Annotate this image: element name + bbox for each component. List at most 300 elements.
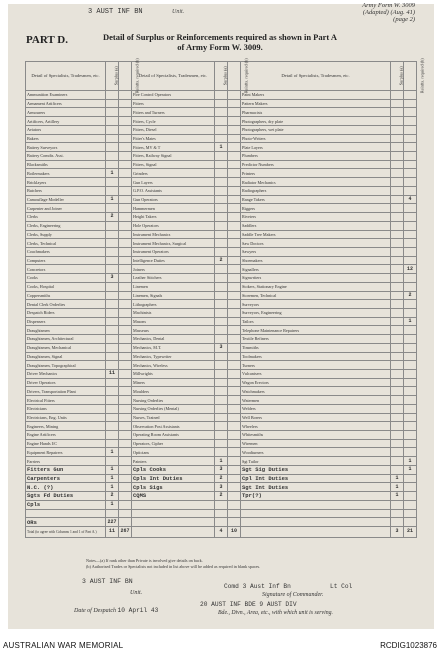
surplus-cell: [215, 282, 228, 291]
reinf-cell: [228, 160, 241, 169]
trade-cell: [132, 509, 215, 518]
reinf-cell: [228, 326, 241, 335]
note-line: (b) Authorised Trades or Specialists not included in list above will be added as required in blank spaces.: [86, 564, 261, 569]
surplus-cell: [391, 361, 404, 370]
part-heading: Detail of Surplus or Reinforcements required as shown in Part A of Army Form W. 3009.: [102, 32, 338, 52]
table-row: [26, 186, 417, 195]
table-row: [26, 492, 417, 501]
trade-cell: Painters: [132, 457, 215, 466]
trade-cell: Welders: [241, 404, 391, 413]
surplus-cell: [106, 335, 119, 344]
surplus-cell: [215, 326, 228, 335]
surplus-cell: [215, 431, 228, 440]
trade-cell: Printers: [241, 169, 391, 178]
surplus-cell: [106, 265, 119, 274]
surplus-cell: [391, 413, 404, 422]
reinf-cell: [119, 213, 132, 222]
trade-cell: Saw Doctors: [241, 239, 391, 248]
surplus-cell: [106, 396, 119, 405]
column-header-detail: Detail of Specialists, Tradesmen, etc.: [132, 62, 215, 91]
reinf-cell: [228, 335, 241, 344]
reinf-cell: [228, 99, 241, 108]
reinf-cell: [228, 343, 241, 352]
trade-cell: Paint Makers: [241, 91, 391, 100]
surplus-cell: 1: [106, 195, 119, 204]
trade-cell: Saddlers: [241, 221, 391, 230]
trade-cell: Armourers: [26, 108, 106, 117]
trade-cell: CQMS: [132, 492, 215, 501]
reinf-cell: [404, 213, 417, 222]
reinf-cell: [228, 221, 241, 230]
table-row: [26, 352, 417, 361]
surplus-cell: [106, 509, 119, 518]
column-header-reinf: [228, 58, 249, 94]
table-row: [26, 134, 417, 143]
trade-cell: Moulders: [132, 387, 215, 396]
trade-cell: Height Takers: [132, 213, 215, 222]
surplus-cell: [106, 439, 119, 448]
trade-cell: Tailors: [241, 317, 391, 326]
trade-cell: Cooks, Hospital: [26, 282, 106, 291]
surplus-cell: [215, 317, 228, 326]
reinf-cell: [119, 265, 132, 274]
trade-cell: Hammermen: [132, 204, 215, 213]
surplus-cell: [391, 326, 404, 335]
surplus-cell: [391, 387, 404, 396]
totals-label: Total (to agree with Columns 1 and 1 of Part A.): [26, 526, 106, 537]
reinf-cell: [119, 274, 132, 283]
trade-cell: Clerks: [26, 213, 106, 222]
footer-unit-label: Unit.: [130, 590, 143, 596]
surplus-cell: [391, 117, 404, 126]
reinf-cell: [404, 518, 417, 527]
trade-cell: Cpls Int Duties: [132, 474, 215, 483]
reinf-cell: [404, 448, 417, 457]
surplus-cell: [215, 439, 228, 448]
table-row: [26, 239, 417, 248]
trade-cell: Textile Refiners: [241, 335, 391, 344]
reinf-cell: [119, 221, 132, 230]
surplus-cell: [391, 343, 404, 352]
surplus-cell: [215, 370, 228, 379]
reinf-cell: [228, 474, 241, 483]
trade-cell: Sgts Fd Duties: [26, 492, 106, 501]
reinf-cell: [404, 230, 417, 239]
reinf-cell: [404, 370, 417, 379]
trade-cell: Predictor Numbers: [241, 160, 391, 169]
trade-cell: Fitters, Railway Signal: [132, 152, 215, 161]
reinf-cell: [119, 361, 132, 370]
table-row: [26, 308, 417, 317]
reinf-cell: [228, 509, 241, 518]
trade-cell: Carpenter and Joiner: [26, 204, 106, 213]
trade-cell: Storemen, Technical: [241, 291, 391, 300]
surplus-cell: [106, 91, 119, 100]
reinf-cell: [228, 404, 241, 413]
reinf-cell: [228, 413, 241, 422]
surplus-cell: 1: [106, 474, 119, 483]
surplus-cell: [215, 361, 228, 370]
reinf-cell: [228, 465, 241, 474]
note-line: Notes—(a) If rank other than Private is involved give details on back.: [86, 558, 203, 563]
trade-cell: Grinders: [132, 169, 215, 178]
reinf-cell: [228, 239, 241, 248]
table-row: [26, 370, 417, 379]
table-row: [26, 509, 417, 518]
surplus-cell: [391, 99, 404, 108]
table-row: [26, 439, 417, 448]
reinf-cell: [119, 474, 132, 483]
trade-cell: Electrical Fitters: [26, 396, 106, 405]
trade-cell: Gun Operators: [132, 195, 215, 204]
surplus-cell: [106, 378, 119, 387]
surplus-cell: [215, 178, 228, 187]
surplus-cell: 3: [215, 465, 228, 474]
reinf-cell: 2: [404, 291, 417, 300]
trade-cell: Mechanics, Dental: [132, 335, 215, 344]
surplus-cell: [106, 134, 119, 143]
surplus-cell: [106, 413, 119, 422]
surplus-cell: 2: [106, 492, 119, 501]
reinf-cell: [404, 186, 417, 195]
trade-cell: Watchmakers: [241, 387, 391, 396]
trade-cell: Fitters Gun: [26, 465, 106, 474]
reinf-cell: [119, 509, 132, 518]
surplus-cell: [391, 195, 404, 204]
surplus-cell: 1: [106, 483, 119, 492]
trade-cell: Nurses, Trained: [132, 413, 215, 422]
table-row: [26, 300, 417, 309]
surplus-cell: [215, 352, 228, 361]
trade-cell: Engine Hands I/C: [26, 439, 106, 448]
reinf-cell: [228, 500, 241, 509]
surplus-cell: [106, 186, 119, 195]
trade-cell: Draughtsmen, Architectural: [26, 335, 106, 344]
column-header-reinf: [119, 58, 140, 94]
surplus-cell: [215, 335, 228, 344]
trade-cell: Coachmakers: [26, 247, 106, 256]
surplus-cell: [215, 99, 228, 108]
trade-cell: Machinists: [132, 308, 215, 317]
table-row: [26, 457, 417, 466]
trade-cell: Operators, Cipher: [132, 439, 215, 448]
surplus-cell: 2: [106, 213, 119, 222]
trade-cell: Instrument Mechanics: [132, 230, 215, 239]
table-row: [26, 152, 417, 161]
trade-cell: Artificers, Artillery: [26, 117, 106, 126]
table-row: [26, 108, 417, 117]
reinf-cell: 4: [404, 195, 417, 204]
form-reference: [362, 2, 415, 23]
table-row: [26, 256, 417, 265]
specialists-table: [25, 58, 425, 538]
surplus-cell: [391, 378, 404, 387]
trade-cell: Linemen: [132, 282, 215, 291]
trade-cell: Sawyers: [241, 247, 391, 256]
totals-reinf: 21: [404, 526, 417, 537]
table-row: [26, 413, 417, 422]
surplus-cell: 1: [391, 483, 404, 492]
table-row: [26, 282, 417, 291]
trade-cell: Wagon Erectors: [241, 378, 391, 387]
surplus-cell: [391, 134, 404, 143]
surplus-cell: [215, 396, 228, 405]
table-row: [26, 396, 417, 405]
surplus-cell: [215, 500, 228, 509]
reinf-cell: [119, 282, 132, 291]
reinf-cell: [404, 387, 417, 396]
trade-cell: Instrument Operators: [132, 247, 215, 256]
surplus-cell: [106, 99, 119, 108]
surplus-cell: [215, 213, 228, 222]
trade-cell: Driver Operators: [26, 378, 106, 387]
surplus-cell: 3: [106, 274, 119, 283]
surplus-cell: [215, 509, 228, 518]
reinf-cell: [404, 361, 417, 370]
trade-cell: Observation Post Assistants: [132, 422, 215, 431]
surplus-cell: [106, 404, 119, 413]
trade-cell: Bakers: [26, 134, 106, 143]
surplus-cell: [215, 265, 228, 274]
surplus-cell: 2: [215, 474, 228, 483]
trade-cell: Tpr(?): [241, 492, 391, 501]
reinf-cell: [404, 178, 417, 187]
trade-cell: Millwrights: [132, 370, 215, 379]
trade-cell: Electricians: [26, 404, 106, 413]
totals-label-mid: [132, 526, 215, 537]
trade-cell: Sgt Int Duties: [241, 483, 391, 492]
surplus-cell: 227: [107, 518, 117, 525]
reinf-cell: [228, 422, 241, 431]
trade-cell: Engine Artificers: [26, 431, 106, 440]
surplus-cell: 3: [215, 343, 228, 352]
despatch-date-value: 10 April 43: [117, 607, 159, 614]
trade-cell: Saddle Tree Makers: [241, 230, 391, 239]
table-header-row: [26, 62, 417, 91]
surplus-cell: [391, 230, 404, 239]
trade-cell: Photographers, wet plate: [241, 125, 391, 134]
reinf-cell: [119, 326, 132, 335]
surplus-cell: [391, 404, 404, 413]
reinf-cell: [119, 239, 132, 248]
surplus-cell: 1: [215, 143, 228, 152]
trade-cell: Cpls Cooks: [132, 465, 215, 474]
trade-cell: Leather Stitchers: [132, 274, 215, 283]
trade-cell: [241, 518, 391, 527]
trade-cell: Mechanics, Wireless: [132, 361, 215, 370]
surplus-cell: [106, 422, 119, 431]
trade-cell: Mechanics, M.T.: [132, 343, 215, 352]
table-row: [26, 518, 417, 527]
surplus-cell: [391, 265, 404, 274]
reinf-cell: [228, 518, 241, 527]
surplus-cell: [391, 108, 404, 117]
reinf-cell: [119, 413, 132, 422]
totals-surplus: 4: [215, 526, 228, 537]
surplus-cell: [215, 108, 228, 117]
column-header-reinf-text: Reinfts. required (b): [243, 58, 249, 94]
surplus-cell: [215, 448, 228, 457]
trade-cell: Bricklayers: [26, 178, 106, 187]
surplus-cell: [215, 308, 228, 317]
reinf-cell: 1: [404, 457, 417, 466]
trade-cell: Radiator Mechanics: [241, 178, 391, 187]
surplus-cell: 11: [106, 370, 119, 379]
surplus-cell: [106, 221, 119, 230]
column-header-surplus-text: Surplus (a): [113, 66, 119, 86]
reinf-cell: [228, 195, 241, 204]
reinf-cell: [119, 483, 132, 492]
trade-cell: Dispensers: [26, 317, 106, 326]
form-reference-line: Army Form W. 3009: [362, 2, 415, 9]
reinf-cell: [228, 91, 241, 100]
table-row: [26, 230, 417, 239]
trade-cell: Nursing Orderlies: [132, 396, 215, 405]
trade-cell: Armament Artificers: [26, 99, 106, 108]
trade-cell: Fitters, Signal: [132, 160, 215, 169]
reinf-cell: [119, 291, 132, 300]
trade-cell: Concretors: [26, 265, 106, 274]
trade-cell: Sgt Tailor: [241, 457, 391, 466]
reinf-cell: [404, 282, 417, 291]
surplus-cell: [215, 221, 228, 230]
reinf-cell: [404, 483, 417, 492]
trade-cell: Battery Surveyors: [26, 143, 106, 152]
trade-cell: Tinsmiths: [241, 343, 391, 352]
column-header-surplus: [215, 62, 228, 91]
reinf-cell: [404, 143, 417, 152]
trade-cell: Hole Operators: [132, 221, 215, 230]
surplus-cell: [106, 125, 119, 134]
table-row: [26, 361, 417, 370]
reinf-cell: [228, 134, 241, 143]
trade-cell: [241, 500, 391, 509]
reinf-cell: [404, 413, 417, 422]
trade-cell: Surveyors, Engineering: [241, 308, 391, 317]
reinf-cell: [404, 378, 417, 387]
surplus-cell: [106, 204, 119, 213]
reinf-cell: [228, 265, 241, 274]
table-row: [26, 160, 417, 169]
surplus-cell: [391, 396, 404, 405]
despatch-date-label: Date of Despatch: [74, 608, 116, 614]
column-header-surplus-text: Surplus (a): [398, 66, 404, 86]
surplus-cell: [106, 256, 119, 265]
trade-cell: Draughtsmen, Topographical: [26, 361, 106, 370]
table-row: [26, 91, 417, 100]
trade-cell: Range Takers: [241, 195, 391, 204]
surplus-cell: [391, 370, 404, 379]
reinf-cell: [404, 396, 417, 405]
surplus-cell: [391, 204, 404, 213]
reinf-cell: [404, 509, 417, 518]
trade-cell: Sgt Sig Duties: [241, 465, 391, 474]
reinf-cell: 1: [404, 317, 417, 326]
trade-cell: Draughtsmen, Mechanical: [26, 343, 106, 352]
surplus-cell: [391, 160, 404, 169]
surplus-cell: [215, 160, 228, 169]
trade-cell: Turners: [241, 361, 391, 370]
surplus-cell: [106, 361, 119, 370]
trade-cell: Drivers, Transportation Plant: [26, 387, 106, 396]
surplus-cell: [391, 125, 404, 134]
surplus-cell: [215, 378, 228, 387]
table-row: [26, 265, 417, 274]
table-row: [26, 195, 417, 204]
reinf-cell: [404, 274, 417, 283]
trade-cell: Radiographers: [241, 186, 391, 195]
trade-cell: Plumbers: [241, 152, 391, 161]
surplus-cell: [215, 518, 228, 527]
reinf-cell: [404, 108, 417, 117]
trade-cell: Pharmacists: [241, 108, 391, 117]
part-label: PART D.: [26, 34, 68, 46]
surplus-cell: [106, 239, 119, 248]
trade-cell: [241, 509, 391, 518]
reinf-cell: [119, 378, 132, 387]
trade-cell: Driver Mechanics: [26, 370, 106, 379]
surplus-cell: [391, 500, 404, 509]
surplus-cell: [215, 422, 228, 431]
table-row: [26, 404, 417, 413]
trade-cell: Clerks, Engineering: [26, 221, 106, 230]
surplus-cell: [391, 256, 404, 265]
reinf-cell: [228, 143, 241, 152]
formation-label: Bde., Divn., Area, etc., with which unit is serving.: [218, 610, 333, 616]
surplus-cell: [391, 213, 404, 222]
reinf-cell: [119, 492, 132, 501]
reinf-cell: [404, 152, 417, 161]
surplus-cell: [391, 422, 404, 431]
surplus-cell: [391, 282, 404, 291]
table-row: [26, 274, 417, 283]
column-header-reinf-text: Reinfts. required (b): [134, 58, 140, 94]
trade-cell: [26, 509, 106, 518]
surplus-cell: [391, 518, 404, 527]
signature-label: Signature of Commander.: [262, 592, 324, 598]
reinf-cell: [404, 91, 417, 100]
reinf-cell: [404, 204, 417, 213]
header-unit-value: 3 AUST INF BN: [88, 8, 143, 16]
reinf-cell: [119, 195, 132, 204]
table-row: [26, 465, 417, 474]
reinf-cell: [404, 500, 417, 509]
reinf-cell: [404, 492, 417, 501]
reinf-cell: [404, 134, 417, 143]
column-header-reinf: [404, 58, 425, 94]
trade-cell: [132, 518, 215, 527]
reinf-cell: [228, 213, 241, 222]
reinf-cell: [119, 186, 132, 195]
surplus-cell: 1: [106, 500, 119, 509]
table-row: [26, 204, 417, 213]
table-row: [26, 343, 417, 352]
reinf-cell: [228, 230, 241, 239]
trade-cell: Clerks, Supply: [26, 230, 106, 239]
trade-cell: ORs: [26, 518, 106, 527]
trade-cell: Fitters: [132, 99, 215, 108]
surplus-cell: [215, 230, 228, 239]
table-row: [26, 500, 417, 509]
surplus-cell: [215, 413, 228, 422]
trade-cell: Fitters, Cycle: [132, 117, 215, 126]
trade-cell: Operating Room Assistants: [132, 431, 215, 440]
surplus-cell: 1: [215, 457, 228, 466]
commander-title: Comd 3 Aust Inf Bn: [224, 583, 291, 590]
table-row: [26, 143, 417, 152]
trade-cell: Intelligence Duties: [132, 256, 215, 265]
trade-cell: Well Borers: [241, 413, 391, 422]
